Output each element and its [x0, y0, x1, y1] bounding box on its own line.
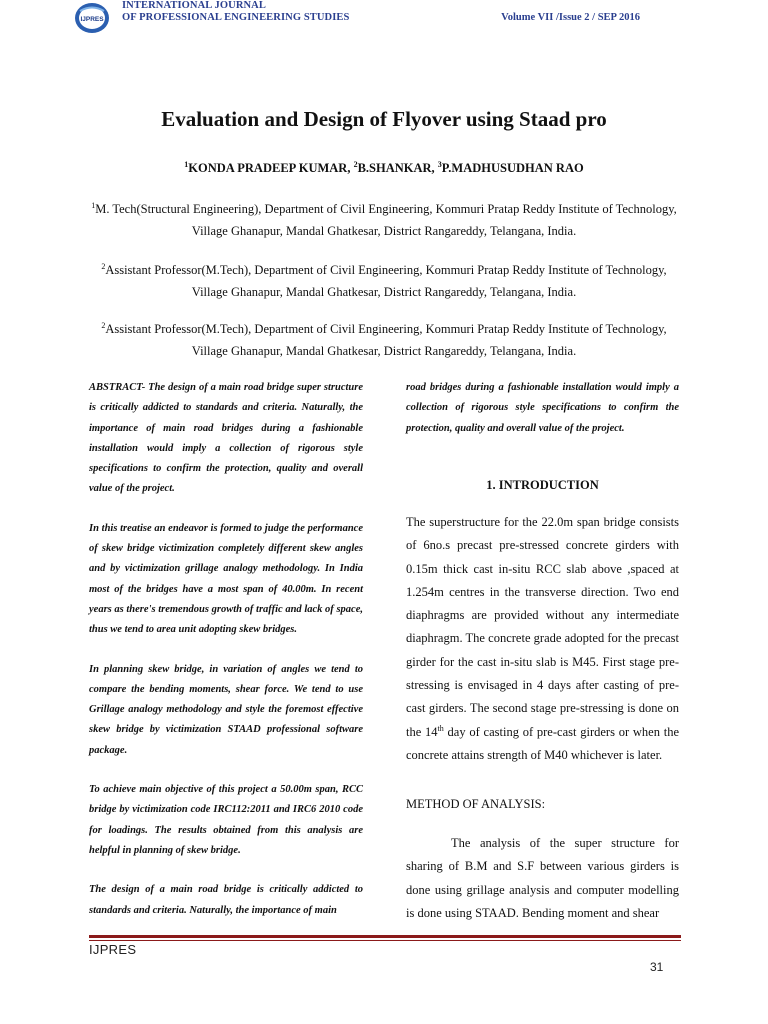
author-3-name: P.MADHUSUDHAN RAO [441, 161, 584, 175]
method-heading: METHOD OF ANALYSIS: [406, 797, 546, 811]
svg-text:IJPRES: IJPRES [80, 16, 104, 23]
abstract-left-column [89, 378, 363, 921]
affiliation-3-text: Assistant Professor(M.Tech), Department of Civil Engineering, Kommuri Pratap Reddy Institute of Technology, [105, 322, 667, 336]
abstract-right-continuation [406, 378, 679, 439]
introduction-paragraph [406, 511, 679, 767]
method-body [406, 832, 679, 925]
introduction-heading: 1. INTRODUCTION [486, 478, 599, 492]
abstract-paragraph-3: In planning skew bridge, in variation of angles we tend to compare the bending moments, shear force. We tend to use Grillage analogy methodology and style the foremost effective skew bridge by victimization STAAD professional software package. [89, 663, 363, 756]
author-list [0, 161, 768, 176]
author-1-sup: 1 [184, 159, 189, 169]
affiliation-2-sup: 2 [101, 261, 106, 271]
affiliation-1-sup: 1 [91, 200, 96, 210]
author-2-sup: 2 [353, 159, 358, 169]
footer-rule-thick [89, 935, 681, 938]
abstract-paragraph-1: ABSTRACT- The design of a main road bridge super structure is critically addicted to standards and criteria. Naturally, the importance of main road bridges during a fashionable installation would imply a collection of rigorous style specifications to confirm the protection, quality and overall value of the project. [89, 382, 363, 495]
affiliation-2-line-1 [0, 259, 768, 281]
affiliation-1 [0, 198, 768, 242]
introduction-body [406, 511, 679, 767]
intro-text-part-2: day of casting of pre-cast girders or when the concrete attains strength of M40 whichever is later. [406, 724, 679, 762]
abstract-paragraph-2: In this treatise an endeavor is formed to judge the performance of skew bridge victimization completely different skew angles and by victimization grillage analogy methodology. In India most of the bridges have a most span of 40.00m. In recent years as there's tremendous growth of traffic and lack of space, thus we tend to area unit adopting skew bridges. [89, 522, 363, 636]
journal-logo-icon [74, 2, 110, 34]
author-1-name: KONDA PRADEEP KUMAR, [188, 161, 354, 175]
abstract-paragraph-5: The design of a main road bridge is critically addicted to standards and criteria. Naturally, the importance of main [89, 884, 363, 916]
affiliation-2-line-2: Village Ghanapur, Mandal Ghatkesar, District Rangareddy, Telangana, India. [191, 285, 577, 299]
author-2-name: B.SHANKAR, [357, 161, 438, 175]
affiliation-3 [0, 318, 768, 362]
journal-name-line-2: OF PROFESSIONAL ENGINEERING STUDIES [122, 12, 350, 23]
affiliation-3-sup: 2 [101, 320, 106, 330]
author-3-sup: 3 [437, 159, 442, 169]
abstract-paragraph-4: To achieve main objective of this project a 50.00m span, RCC bridge by victimization code IRC112:2011 and IRC6 2010 code for loadings. The results obtained from this analysis are helpful in planning of skew bridge. [89, 784, 363, 856]
intro-superscript: th [437, 723, 444, 733]
footer-journal-brand: IJPRES [89, 942, 137, 957]
affiliation-3-line-1 [0, 318, 768, 340]
volume-issue: Volume VII /Issue 2 / SEP 2016 [501, 12, 640, 23]
affiliation-1-text: M. Tech(Structural Engineering), Department of Civil Engineering, Kommuri Pratap Reddy Institute of Technology, [95, 202, 677, 216]
journal-name-line-1: INTERNATIONAL JOURNAL [122, 0, 266, 11]
paper-title: Evaluation and Design of Flyover using Staad pro [161, 107, 607, 131]
intro-text-part-1: The superstructure for the 22.0m span bridge consists of 6no.s precast pre-stressed concrete girders with 0.15m thick cast in-situ RCC slab above ,spaced at 1.254m centres in the transverse direction. Two end diaphragms are provided without any intermediate diaphragm. The concrete grade adopted for the precast girder for the cast in-situ slab is M45. First stage pre-stressing is envisaged in 4 days after casting of pre-cast girders. The second stage pre-stressing is done on the 14 [406, 515, 679, 739]
page-number: 31 [650, 960, 664, 974]
method-paragraph: The analysis of the super structure for sharing of B.M and S.F between various girders is done using grillage analysis and computer modelling is done using STAAD. Bending moment and shear [406, 836, 679, 920]
affiliation-1-line-1 [0, 198, 768, 220]
footer-rule-thin [89, 940, 681, 941]
abstract-continuation-text: road bridges during a fashionable installation would imply a collection of rigorous style specifications to confirm the protection, quality and overall value of the project. [406, 382, 679, 434]
affiliation-1-line-2: Village Ghanapur, Mandal Ghatkesar, District Rangareddy, Telangana, India. [191, 224, 577, 238]
affiliation-2 [0, 259, 768, 303]
affiliation-3-line-2: Village Ghanapur, Mandal Ghatkesar, District Rangareddy, Telangana, India. [191, 344, 577, 358]
affiliation-2-text: Assistant Professor(M.Tech), Department of Civil Engineering, Kommuri Pratap Reddy Institute of Technology, [105, 263, 667, 277]
